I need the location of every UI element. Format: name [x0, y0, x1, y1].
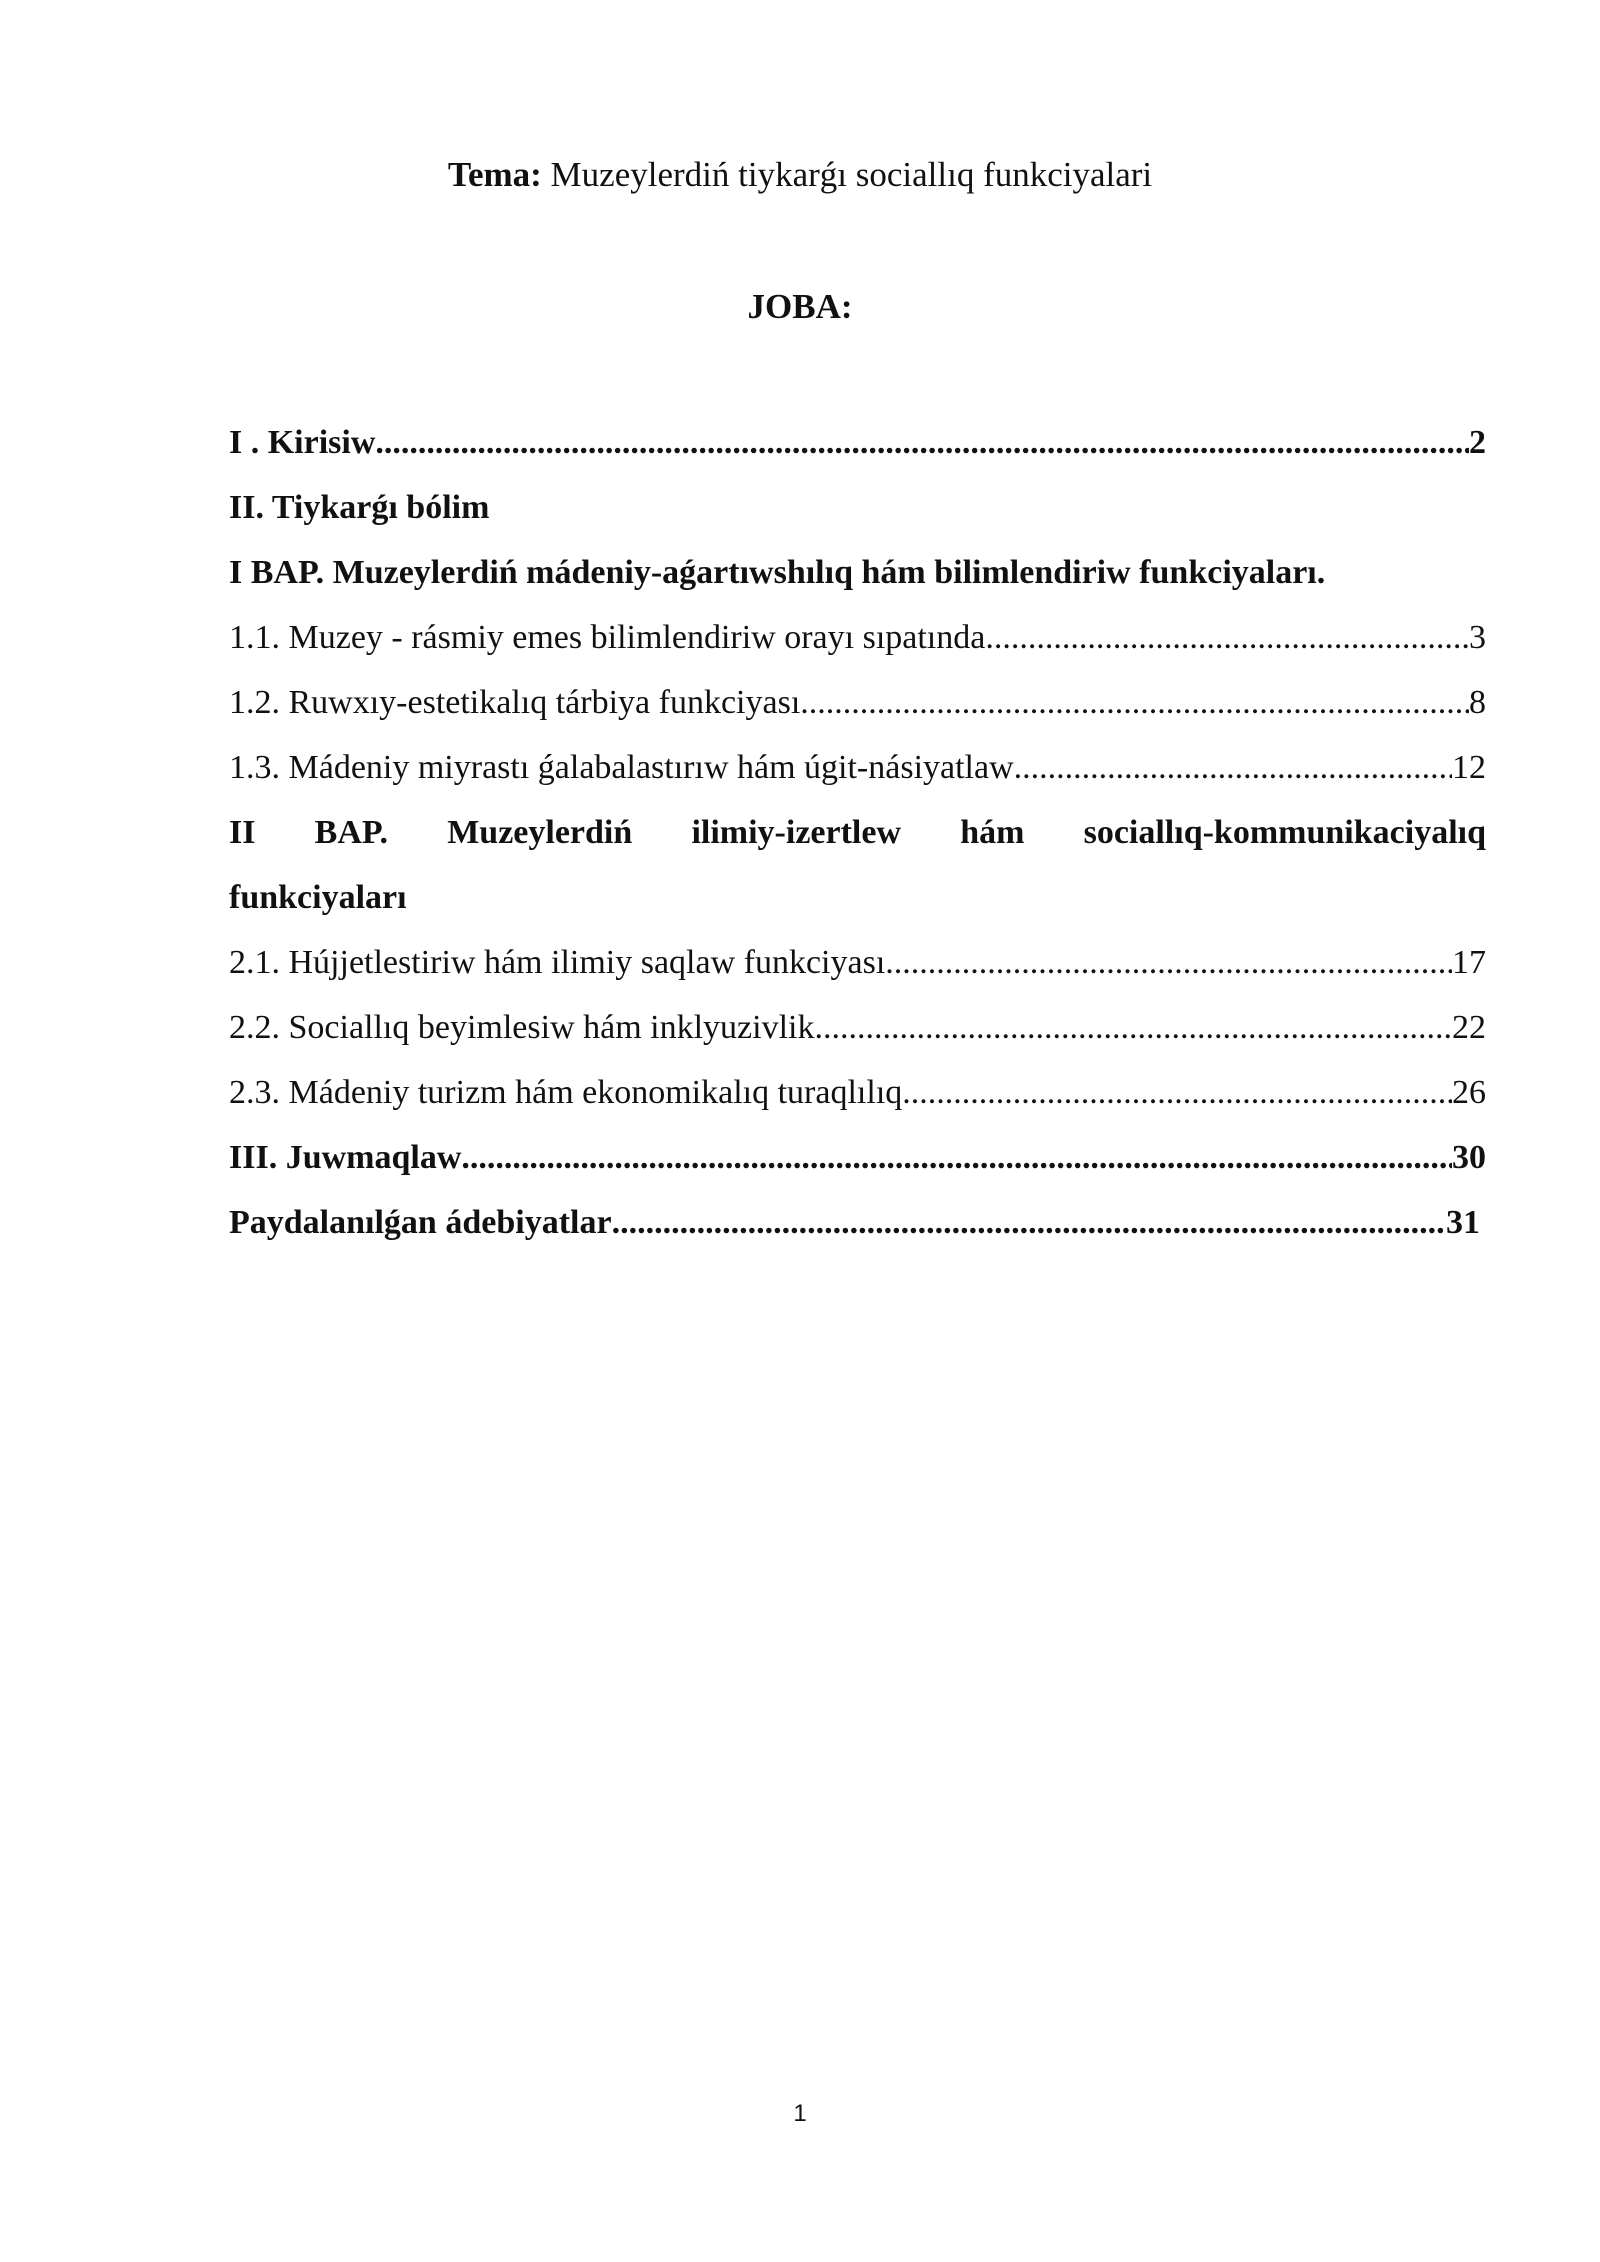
- toc-entry-page: 22: [1452, 1009, 1486, 1046]
- toc-entry-page: 31: [1446, 1204, 1480, 1241]
- toc-entry-chapter-2-continued: funkciyaları: [229, 879, 407, 916]
- toc-entry-page: 26: [1452, 1074, 1486, 1111]
- toc-chapter-2-word: ilimiy-izertlew: [691, 814, 902, 851]
- toc-chapter-2-word: sociallıq-kommunikaciyalıq: [1083, 814, 1486, 851]
- toc-entry-title: 2.2. Sociallıq beyimlesiw hám inklyuzivlik: [229, 1009, 815, 1046]
- toc-entry-title: II. Tiykarǵı bólim: [229, 489, 490, 526]
- page-number: 1: [793, 2100, 807, 2127]
- toc-entry-page: 3: [1469, 619, 1486, 656]
- toc-entry-section-1-3: [229, 735, 1486, 800]
- toc-leader-dots: [902, 1060, 1452, 1125]
- toc-entry-page: 12: [1452, 749, 1486, 786]
- toc-entry-title: III. Juwmaqlaw: [229, 1139, 462, 1176]
- toc-entry-chapter-1: [229, 540, 1486, 605]
- toc-entry-title: 2.3. Mádeniy turizm hám ekonomikalıq turaqlılıq: [229, 1074, 903, 1111]
- toc-entry-page: 30: [1452, 1139, 1486, 1176]
- toc-leader-dots: [815, 995, 1453, 1060]
- toc-leader-dots: [461, 1125, 1452, 1190]
- toc-entry-section-2-3: [229, 1060, 1486, 1125]
- toc-leader-dots: [375, 410, 1469, 475]
- toc-chapter-2-word: Muzeylerdiń: [447, 814, 633, 851]
- toc-entry-main-part: [229, 475, 1486, 540]
- toc-entry-references: [229, 1190, 1480, 1255]
- toc-entry-section-1-1: [229, 605, 1486, 670]
- topic-text: Muzeylerdiń tiykarǵı sociallıq funkciyalari: [541, 155, 1153, 194]
- toc-entry-title: I . Kirisiw: [229, 424, 376, 461]
- toc-entry-title: 1.2. Ruwxıy-estetikalıq tárbiya funkciyası: [229, 684, 801, 721]
- topic-heading: [0, 150, 1600, 200]
- toc-leader-dots: [885, 930, 1452, 995]
- toc-entry-title: 1.3. Mádeniy miyrastı ǵalabalastırıw hám úgit-násiyatlaw: [229, 749, 1014, 786]
- plan-title: JOBA:: [747, 287, 853, 326]
- toc-entry-section-2-1: [229, 930, 1486, 995]
- toc-entry-title: I BAP. Muzeylerdiń mádeniy-aǵartıwshılıq hám bilimlendiriw funkciyaları.: [229, 554, 1326, 591]
- toc-entry-page: 2: [1469, 424, 1486, 461]
- toc-entry-chapter-2: [229, 800, 1486, 865]
- toc-entry-title: 2.1. Hújjetlestiriw hám ilimiy saqlaw funkciyası: [229, 944, 886, 981]
- toc-chapter-2-word: BAP.: [314, 814, 389, 851]
- toc-leader-dots: [612, 1190, 1446, 1255]
- toc-entry-intro: [229, 410, 1486, 475]
- toc-entry-title: Paydalanılǵan ádebiyatlar: [229, 1204, 612, 1241]
- toc-entry-section-2-2: [229, 995, 1486, 1060]
- toc-leader-dots: [1014, 735, 1452, 800]
- topic-label: Tema:: [447, 155, 542, 194]
- toc-chapter-2-word: hám: [960, 814, 1025, 851]
- toc-entry-page: 17: [1452, 944, 1486, 981]
- toc-entry-conclusion: [229, 1125, 1486, 1190]
- toc-entry-title: 1.1. Muzey - rásmiy emes bilimlendiriw orayı sıpatında: [229, 619, 986, 656]
- toc-chapter-2-word: II: [229, 814, 256, 851]
- toc-leader-dots: [985, 605, 1469, 670]
- toc-entry-section-1-2: [229, 670, 1486, 735]
- toc-leader-dots: [800, 670, 1469, 735]
- toc-entry-page: 8: [1469, 684, 1486, 721]
- table-of-contents: [229, 410, 1486, 1255]
